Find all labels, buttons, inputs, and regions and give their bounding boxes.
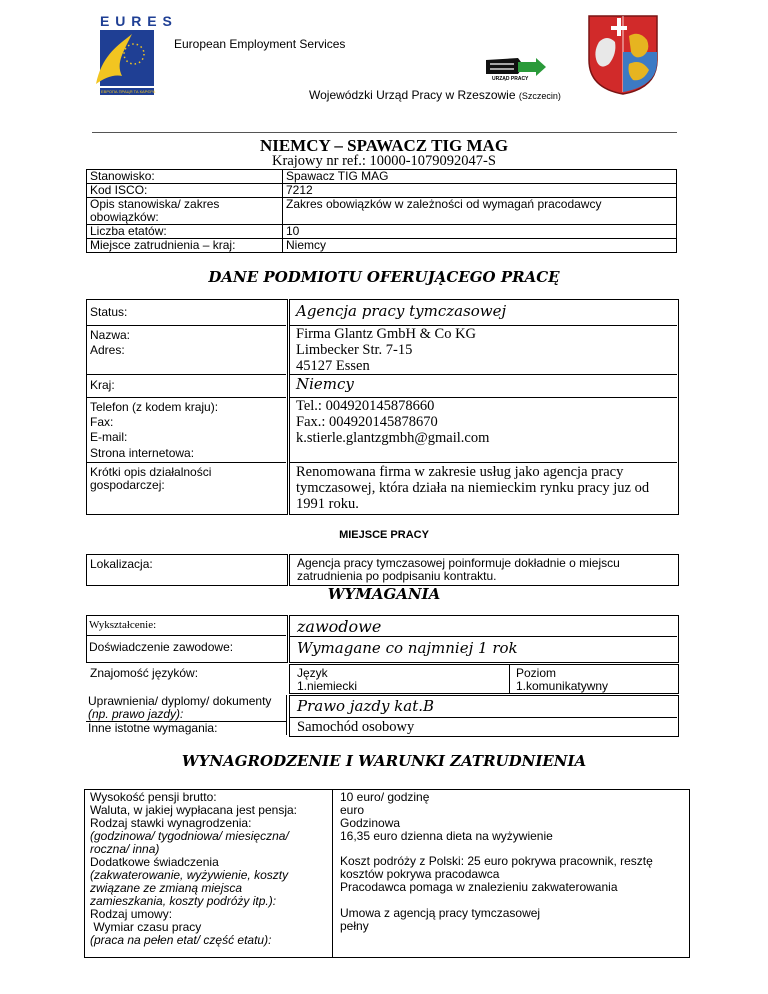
requirements-divider — [86, 635, 286, 636]
urzad-pracy-logo — [484, 54, 548, 84]
work-time-label: Wymiar czasu pracy — [90, 920, 202, 934]
office-line — [309, 88, 561, 102]
rate-type-value: Godzinowa — [340, 816, 401, 830]
fax-label: Fax: — [90, 415, 114, 429]
table-row — [87, 198, 677, 225]
requirements-divider — [289, 636, 677, 637]
benefits-label: Dodatkowe świadczenia — [90, 855, 219, 869]
salary-col-divider — [332, 789, 333, 957]
employer-divider — [86, 374, 286, 375]
phone-label: Telefon (z kodem kraju): — [90, 400, 219, 414]
duties-label: Opis stanowiska/ zakres obowiązków: — [87, 198, 283, 225]
education-label: Wykształcenie: — [89, 619, 157, 631]
languages-col-divider — [509, 664, 510, 693]
office-name: Wojewódzki Urząd Pracy w Rzeszowie — [309, 88, 516, 102]
isco-label: Kod ISCO: — [87, 184, 283, 198]
employer-divider — [86, 462, 286, 463]
table-row — [87, 170, 677, 184]
licenses-value: Prawo jazdy kat.B — [297, 697, 435, 715]
location-label: Lokalizacja: — [90, 557, 153, 571]
urzad-pracy-text: URZĄD PRACY — [492, 76, 529, 82]
licenses-label — [88, 695, 288, 721]
employer-divider — [86, 397, 286, 398]
language-value: 1.niemiecki — [297, 679, 358, 693]
email-value[interactable]: k.stierle.glantzgmbh@gmail.com — [296, 430, 490, 446]
contract-type-value: Umowa z agencją pracy tymczasowej — [340, 906, 541, 920]
salary-values — [340, 791, 680, 933]
location-value: Agencja pracy tymczasowej poinformuje dokładnie o miejscu zatrudnienia po podpisaniu kontraktu. — [297, 556, 620, 583]
education-value: zawodowe — [297, 617, 382, 636]
table-row — [87, 239, 677, 253]
level-value: 1.komunikatywny — [516, 679, 609, 693]
benefits-note: (zakwaterowanie, wyżywienie, koszty związane ze zmianą miejsca zamieszkania, koszty podróży itp.): — [90, 868, 289, 908]
eures-tagline: ЕВРОПА ПРАЦЯ ТА КАРЄРА — [101, 89, 156, 94]
duties-value: Zakres obowiązków w zależności od wymagań pracodawcy — [283, 198, 677, 225]
experience-value: Wymagane co najmniej 1 rok — [297, 639, 518, 657]
table-row — [87, 225, 677, 239]
languages-label: Znajomość języków: — [90, 666, 199, 680]
rate-type-label: Rodzaj stawki wynagrodzenia: — [90, 816, 252, 830]
positions-count-value: 10 — [283, 225, 677, 239]
country-value: Niemcy — [283, 239, 677, 253]
page-title: NIEMCY – SPAWACZ TIG MAG — [259, 136, 509, 155]
position-label: Stanowisko: — [87, 170, 283, 184]
gross-salary-value: 10 euro/ godzinę — [340, 790, 430, 804]
employer-country-value: Niemcy — [296, 375, 354, 393]
other-requirements-label: Inne istotne wymagania: — [88, 721, 218, 735]
employer-divider — [86, 325, 286, 326]
office-city: (Szczecin) — [518, 91, 561, 101]
fax-value: Fax.: 004920145878670 — [296, 414, 438, 430]
contract-type-label: Rodzaj umowy: — [90, 907, 173, 921]
gross-salary-label: Wysokość pensji brutto: — [90, 790, 217, 804]
accommodation-value: Pracodawca pomaga w znalezieniu zakwaterowania — [340, 880, 618, 894]
country-label: Miejsce zatrudnienia – kraj: — [87, 239, 283, 253]
org-name: European Employment Services — [174, 37, 346, 51]
licenses-label-text: Uprawnienia/ dyplomy/ dokumenty — [88, 694, 272, 708]
work-time-value: pełny — [340, 919, 369, 933]
currency-value: euro — [340, 803, 365, 817]
status-value: Agencja pracy tymczasowej — [296, 302, 507, 320]
travel-costs-value: Koszt podróży z Polski: 25 euro pokrywa pracownik, resztę kosztów pokrywa pracodawca — [340, 854, 653, 881]
position-value: Spawacz TIG MAG — [283, 170, 677, 184]
business-description-label: Krótki opis działalności gospodarczej: — [90, 465, 212, 492]
isco-value: 7212 — [283, 184, 677, 198]
address-line2: 45127 Essen — [296, 358, 370, 374]
header-rule — [92, 132, 677, 133]
eures-logo — [92, 13, 173, 98]
table-row — [87, 184, 677, 198]
coat-of-arms — [587, 12, 659, 96]
status-label: Status: — [90, 305, 128, 319]
employer-divider — [289, 462, 677, 463]
company-name-label: Nazwa: — [90, 328, 131, 342]
salary-labels — [86, 791, 330, 947]
rate-type-note: (godzinowa/ tygodniowa/ miesięczna/ roczna/ inna) — [90, 829, 289, 856]
email-label: E-mail: — [90, 430, 128, 444]
reference-number: Krajowy nr ref.: 10000-1079092047-S — [272, 153, 496, 169]
business-description-value: Renomowana firma w zakresie usług jako agencja pracy tymczasowej, która działa na niemieckim rynku pracy juz od 1991 roku. — [296, 464, 650, 512]
currency-label: Waluta, w jakiej wypłacana jest pensja: — [90, 803, 297, 817]
phone-value: Tel.: 004920145878660 — [296, 398, 435, 414]
eures-wordmark: E U R E S — [100, 13, 173, 29]
level-header: Poziom — [516, 666, 557, 680]
positions-count-label: Liczba etatów: — [87, 225, 283, 239]
meal-allowance-value: 16,35 euro dzienna dieta na wyżywienie — [340, 829, 553, 843]
position-table — [86, 169, 677, 253]
workplace-section-title: MIEJSCE PRACY — [339, 529, 429, 541]
requirements-divider — [289, 717, 677, 718]
employer-country-label: Kraj: — [90, 378, 115, 392]
address-line1: Limbecker Str. 7-15 — [296, 342, 413, 358]
address-label: Adres: — [90, 343, 125, 357]
employer-section-title: DANE PODMIOTU OFERUJĄCEGO PRACĘ — [208, 268, 560, 286]
website-label: Strona internetowa: — [90, 446, 195, 460]
licenses-label-note: (np. prawo jazdy): — [88, 707, 184, 721]
experience-label: Doświadczenie zawodowe: — [89, 640, 234, 654]
other-requirements-value: Samochód osobowy — [297, 719, 415, 735]
work-time-note: (praca na pełen etat/ część etatu): — [90, 933, 272, 947]
company-name-value: Firma Glantz GmbH & Co KG — [296, 326, 477, 342]
language-header: Język — [297, 666, 328, 680]
salary-section-title: WYNAGRODZENIE I WARUNKI ZATRUDNIENIA — [181, 752, 587, 770]
requirements-section-title: WYMAGANIA — [327, 585, 441, 603]
